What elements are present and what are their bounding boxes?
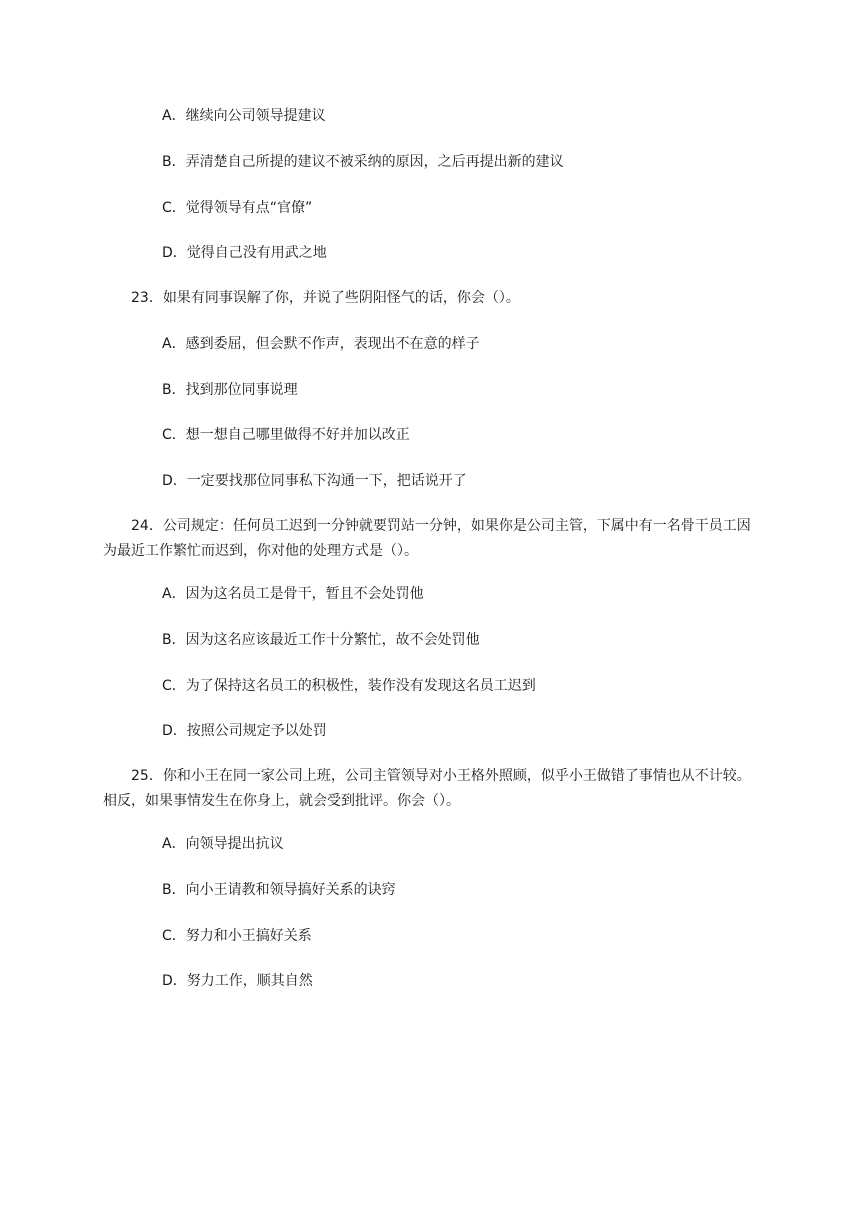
option-22-a: A．继续向公司领导提建议 [162,108,326,124]
question-23: 23．如果有同事误解了你，并说了些阴阳怪气的话，你会（）。 [131,290,520,306]
option-25-a: A．向领导提出抗议 [162,836,284,852]
option-25-c: C．努力和小王搞好关系 [162,928,312,944]
option-24-b: B．因为这名应该最近工作十分繁忙，故不会处罚他 [162,632,480,648]
option-23-a: A．感到委屈，但会默不作声，表现出不在意的样子 [162,336,480,352]
option-23-d: D．一定要找那位同事私下沟通一下，把话说开了 [162,473,467,489]
option-25-b: B．向小王请教和领导搞好关系的诀窍 [162,882,396,898]
option-24-d: D．按照公司规定予以处罚 [162,723,327,739]
option-24-c: C．为了保持这名员工的积极性，装作没有发现这名员工迟到 [162,678,536,694]
option-23-c: C．想一想自己哪里做得不好并加以改正 [162,427,410,443]
option-22-c: C．觉得领导有点“官僚” [162,200,313,216]
option-23-b: B．找到那位同事说理 [162,382,298,398]
question-24: 24．公司规定：任何员工迟到一分钟就要罚站一分钟，如果你是公司主管，下属中有一名骨干员工因为最近工作繁忙而迟到，你对他的处理方式是（）。 [103,518,751,559]
option-24-a: A．因为这名员工是骨干，暂且不会处罚他 [162,586,424,602]
option-22-d: D．觉得自己没有用武之地 [162,245,327,261]
option-22-b: B．弄清楚自己所提的建议不被采纳的原因，之后再提出新的建议 [162,154,564,170]
question-25: 25．你和小王在同一家公司上班，公司主管领导对小王格外照顾，似乎小王做错了事情也从不计较。相反，如果事情发生在你身上，就会受到批评。你会（）。 [103,768,751,809]
option-25-d: D．努力工作，顺其自然 [162,973,313,989]
